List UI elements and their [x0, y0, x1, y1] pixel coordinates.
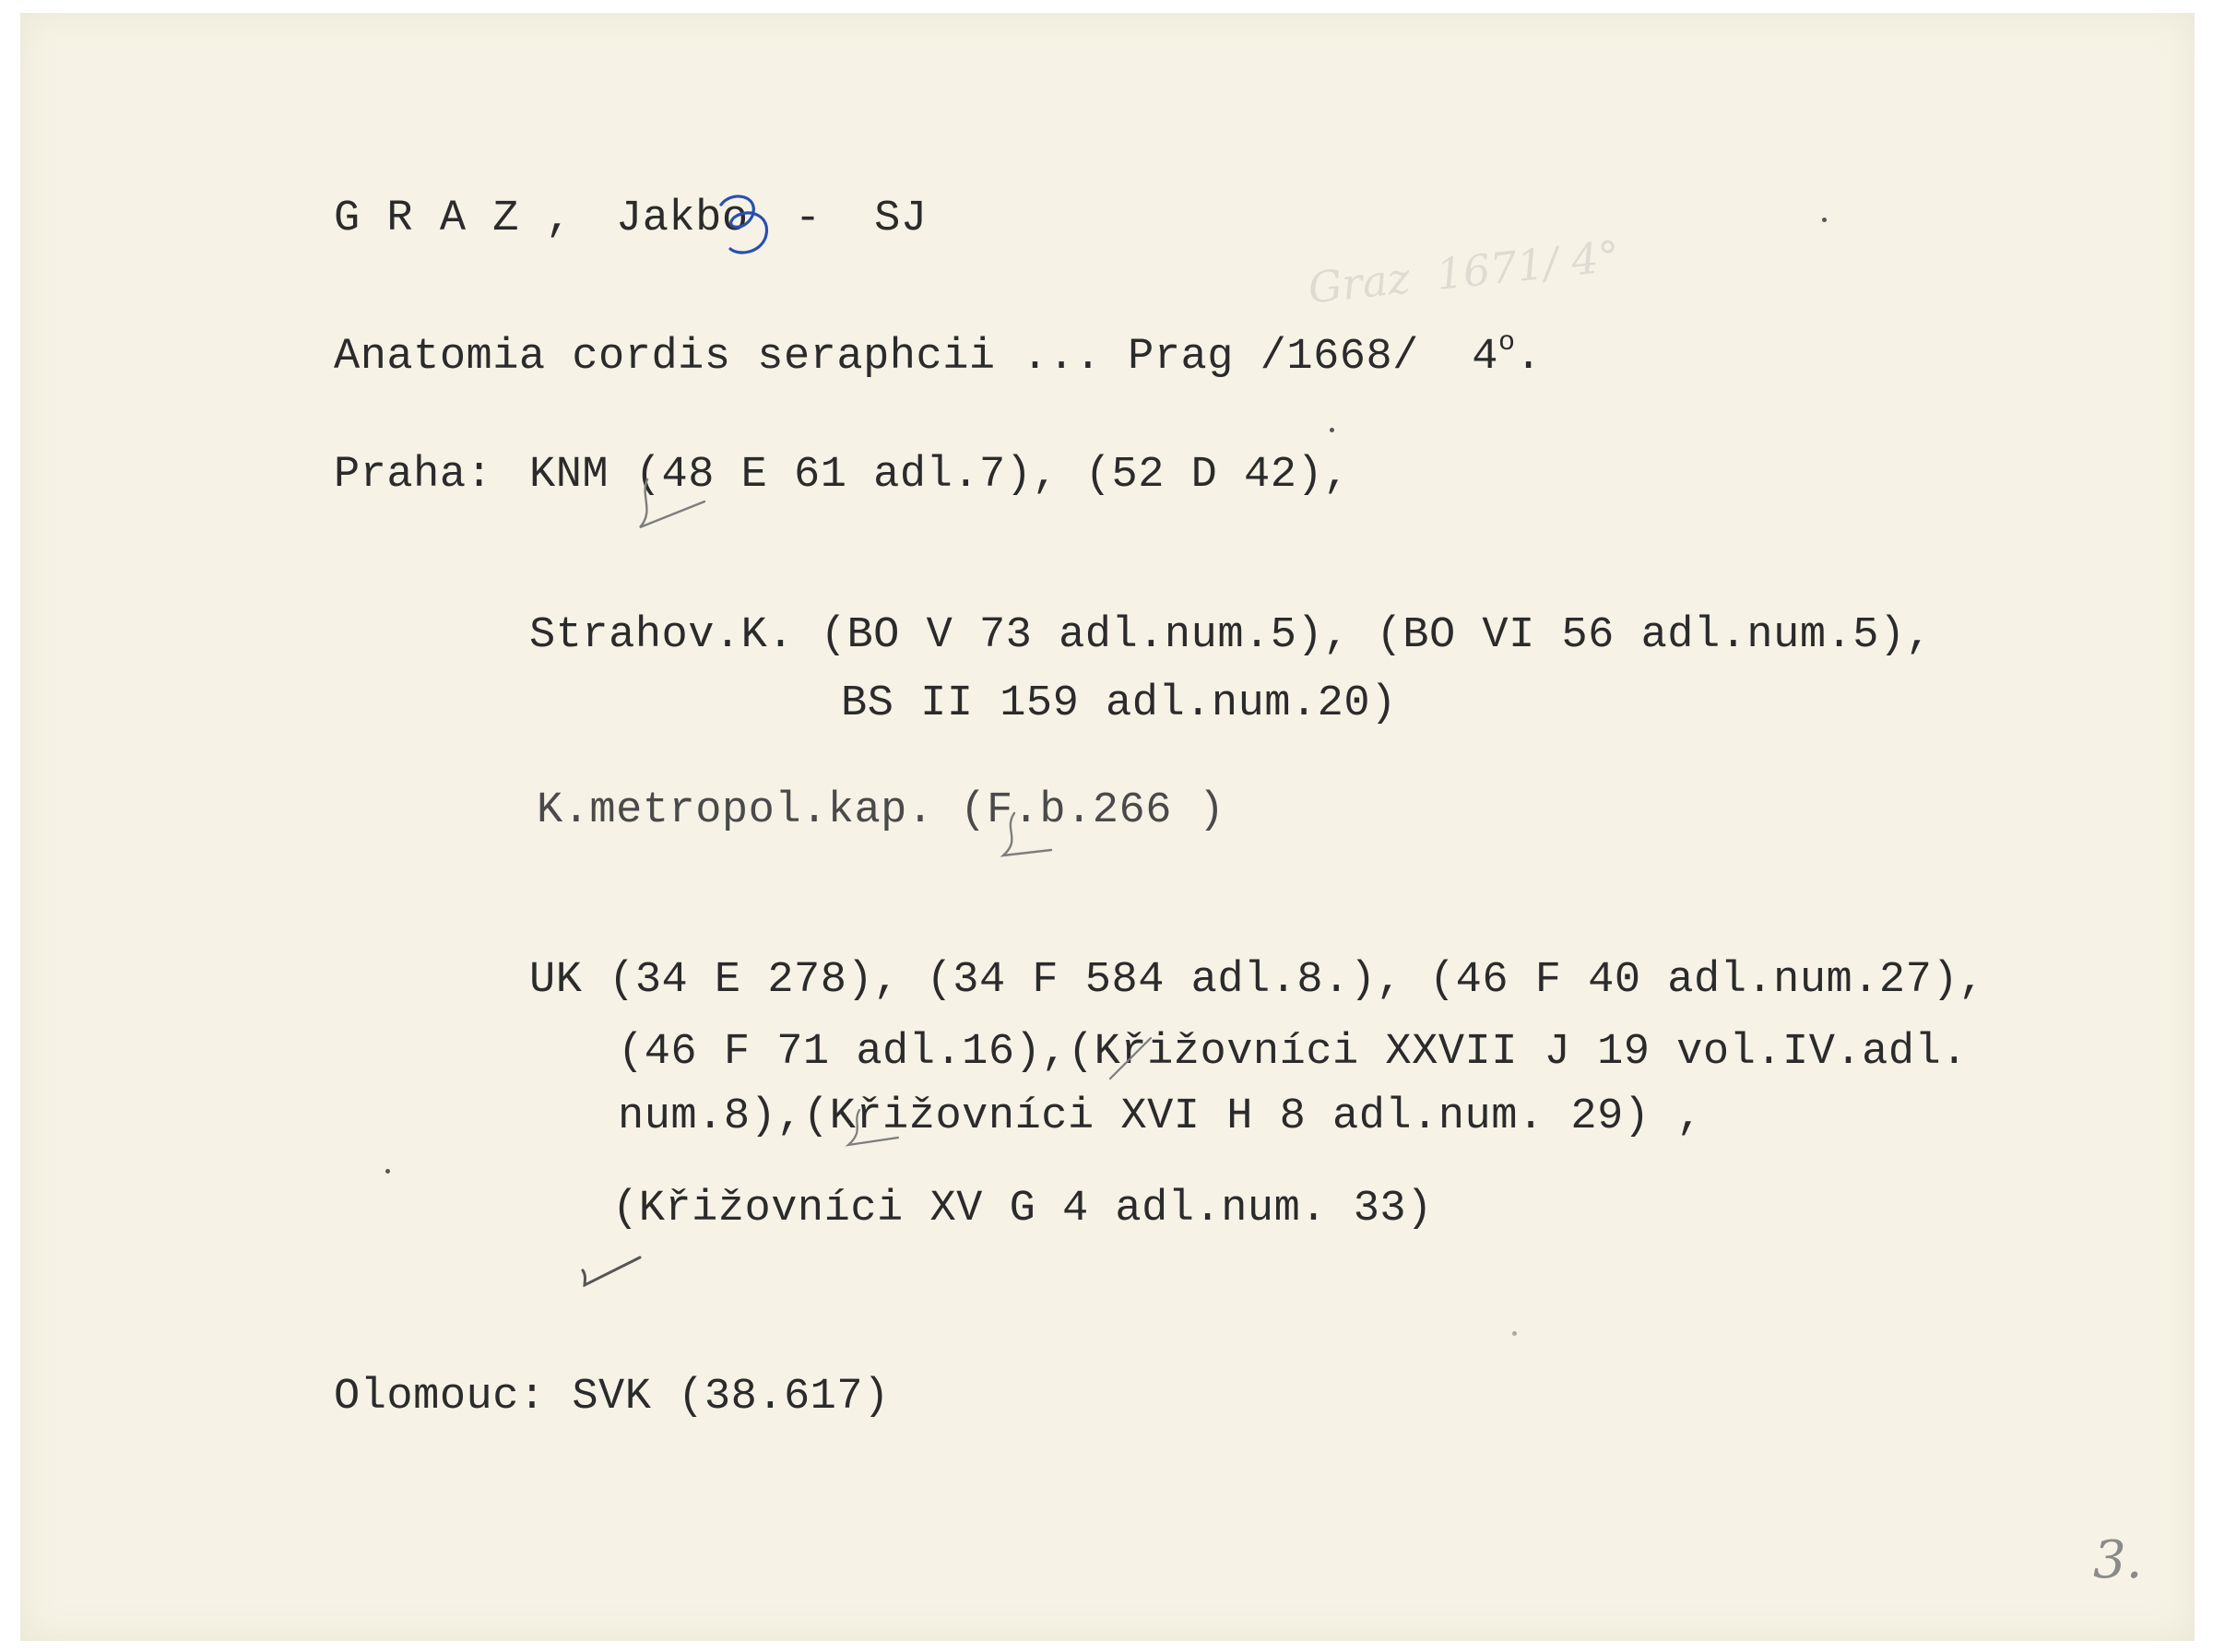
pencil-check-mark	[994, 808, 1068, 863]
strahov-holding-line1: Strahov.K. (BO V 73 adl.num.5), (BO VI 56 adl.num.5),	[529, 611, 1933, 660]
strahov-holding-line2: BS II 159 adl.num.20)	[841, 679, 1397, 728]
blue-ink-correction-mark	[712, 192, 786, 275]
title-text: Anatomia cordis seraphcii ... Prag /1668/ 4	[334, 333, 1499, 382]
uk-holding-line2: (46 F 71 adl.16),(Křižovníci XXVII J 19 vol.IV.adl.	[618, 1028, 1968, 1077]
format-superscript: o	[1498, 327, 1516, 359]
speck	[1822, 218, 1827, 222]
card-number: 3.	[2093, 1530, 2143, 1590]
ghost-pencil-note: Graz 1671/ 4°	[1306, 230, 1622, 313]
author-order: - SJ	[795, 195, 928, 243]
author-surname: G R A Z ,	[334, 195, 573, 243]
metropol-holding: K.metropol.kap. (F.b.266 )	[537, 786, 1225, 835]
pencil-check-mark	[1097, 1032, 1171, 1088]
olomouc-holding: Olomouc: SVK (38.617)	[334, 1373, 890, 1422]
pencil-check-mark	[841, 1103, 924, 1158]
praha-knm-holding: KNM (48 E 61 adl.7), (52 D 42),	[529, 451, 1350, 500]
praha-label: Praha:	[334, 451, 493, 500]
speck	[1330, 428, 1334, 432]
speck	[1512, 1331, 1517, 1336]
uk-holding-line4: (Křižovníci XV G 4 adl.num. 33)	[612, 1185, 1433, 1233]
author-forename: Jakbo	[616, 195, 749, 243]
uk-holding-line3: num.8),(Křižovníci XVI H 8 adl.num. 29) ,	[618, 1092, 1703, 1141]
title-line	[334, 327, 1543, 382]
pencil-check-mark	[634, 470, 717, 535]
pencil-check-mark	[575, 1245, 658, 1300]
uk-holding-line1: UK (34 E 278), (34 F 584 adl.8.), (46 F 40 adl.num.27),	[529, 956, 1985, 1005]
format-suffix: .	[1515, 333, 1543, 382]
speck	[385, 1169, 390, 1174]
